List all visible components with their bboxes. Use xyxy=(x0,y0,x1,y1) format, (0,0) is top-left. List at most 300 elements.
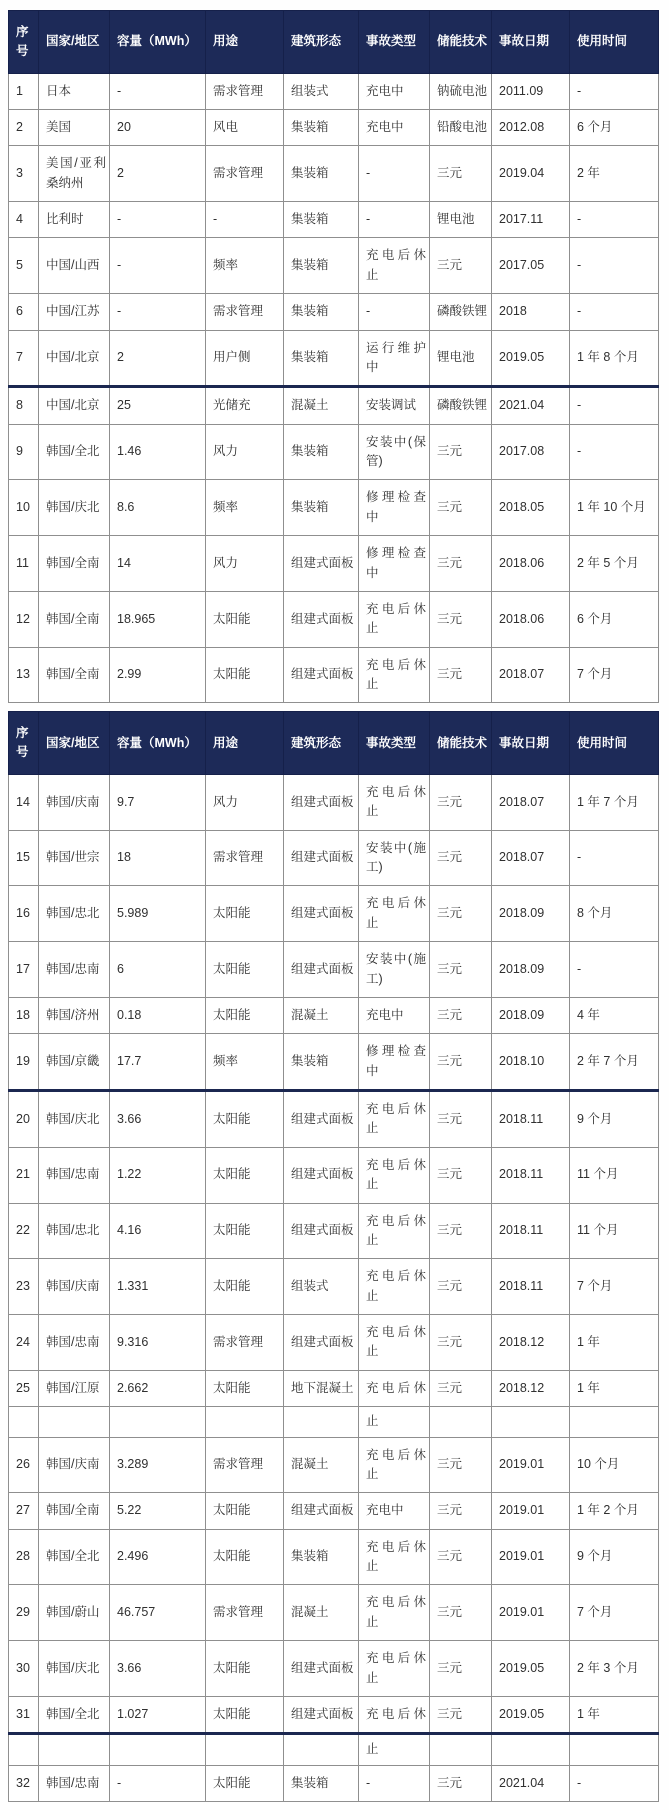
cell-region: 中国/山西 xyxy=(39,238,110,294)
cell-cap: 2 xyxy=(110,330,206,387)
cell-tech: 三元 xyxy=(430,774,492,830)
cell-region: 中国/江苏 xyxy=(39,294,110,330)
cell-cap: 17.7 xyxy=(110,1034,206,1091)
cell-no: 23 xyxy=(9,1259,39,1315)
cell-form xyxy=(284,1407,359,1437)
cell-tech: 三元 xyxy=(430,647,492,703)
cell-date: 2018.06 xyxy=(492,591,570,647)
cell-no: 19 xyxy=(9,1034,39,1091)
cell-tech: 三元 xyxy=(430,480,492,536)
cell-tech: 三元 xyxy=(430,997,492,1033)
cell-dur: - xyxy=(570,238,659,294)
cell-type: 止 xyxy=(359,1734,430,1765)
table-row xyxy=(9,997,659,1033)
cell-use: 太阳能 xyxy=(206,1696,284,1733)
cell-date: 2018.09 xyxy=(492,942,570,998)
cell-cap: 1.331 xyxy=(110,1259,206,1315)
cell-dur: 2 年 7 个月 xyxy=(570,1034,659,1091)
cell-type: 充电后休止 xyxy=(359,1091,430,1148)
col-header-cap: 容量（MWh） xyxy=(110,11,206,74)
cell-form: 集装箱 xyxy=(284,146,359,202)
cell-form: 集装箱 xyxy=(284,1529,359,1585)
cell-date: 2018.07 xyxy=(492,647,570,703)
cell-form: 组建式面板 xyxy=(284,1315,359,1371)
cell-tech: 磷酸铁锂 xyxy=(430,387,492,424)
table-row xyxy=(9,886,659,942)
cell-cap: 18.965 xyxy=(110,591,206,647)
cell-form: 组建式面板 xyxy=(284,774,359,830)
cell-use: 太阳能 xyxy=(206,1765,284,1801)
cell-cap: 1.22 xyxy=(110,1147,206,1203)
cell-tech: 三元 xyxy=(430,1493,492,1529)
cell-no: 6 xyxy=(9,294,39,330)
cell-region: 韩国/全北 xyxy=(39,1529,110,1585)
table-row xyxy=(9,1529,659,1585)
table-header xyxy=(9,712,659,775)
col-header-date: 事故日期 xyxy=(492,11,570,74)
cell-date: 2018.09 xyxy=(492,997,570,1033)
cell-cap: 3.66 xyxy=(110,1091,206,1148)
cell-type: 充电中 xyxy=(359,997,430,1033)
cell-form: 组建式面板 xyxy=(284,886,359,942)
table-body xyxy=(9,73,659,703)
cell-date: 2018 xyxy=(492,294,570,330)
cell-no: 21 xyxy=(9,1147,39,1203)
cell-form: 集装箱 xyxy=(284,202,359,238)
cell-cap: 2 xyxy=(110,146,206,202)
cell-tech: 三元 xyxy=(430,886,492,942)
cell-type: 安装调试 xyxy=(359,387,430,424)
section-gap xyxy=(8,703,658,711)
cell-form: 混凝土 xyxy=(284,997,359,1033)
cell-dur: 1 年 8 个月 xyxy=(570,330,659,387)
cell-form: 组建式面板 xyxy=(284,1091,359,1148)
cell-region: 韩国/全南 xyxy=(39,591,110,647)
cell-date: 2017.05 xyxy=(492,238,570,294)
cell-tech: 三元 xyxy=(430,1034,492,1091)
cell-form: 组建式面板 xyxy=(284,536,359,592)
cell-tech: 锂电池 xyxy=(430,202,492,238)
cell-cap: 8.6 xyxy=(110,480,206,536)
cell-tech: 三元 xyxy=(430,1696,492,1733)
cell-form: 组建式面板 xyxy=(284,830,359,886)
cell-use: 太阳能 xyxy=(206,1529,284,1585)
cell-no: 30 xyxy=(9,1641,39,1697)
table-row xyxy=(9,1437,659,1493)
cell-tech: 三元 xyxy=(430,1529,492,1585)
cell-form: 集装箱 xyxy=(284,1765,359,1801)
cell-tech: 三元 xyxy=(430,536,492,592)
cell-dur xyxy=(570,1407,659,1437)
cell-form: 集装箱 xyxy=(284,1034,359,1091)
cell-cap: 5.989 xyxy=(110,886,206,942)
cell-type: 充电后休止 xyxy=(359,774,430,830)
cell-region: 韩国/全南 xyxy=(39,536,110,592)
cell-type: 充电后休止 xyxy=(359,1585,430,1641)
cell-date: 2018.05 xyxy=(492,480,570,536)
cell-dur: 1 年 xyxy=(570,1370,659,1406)
cell-dur: 8 个月 xyxy=(570,886,659,942)
header-row xyxy=(9,11,659,74)
cell-no xyxy=(9,1734,39,1765)
cell-cap: 20 xyxy=(110,109,206,145)
cell-use: 频率 xyxy=(206,238,284,294)
cell-use: 太阳能 xyxy=(206,1147,284,1203)
cell-dur: - xyxy=(570,424,659,480)
cell-type: 充电后休 xyxy=(359,1370,430,1406)
cell-region: 韩国/忠南 xyxy=(39,1765,110,1801)
cell-date: 2018.12 xyxy=(492,1315,570,1371)
cell-date: 2019.01 xyxy=(492,1529,570,1585)
cell-no: 13 xyxy=(9,647,39,703)
cell-dur: - xyxy=(570,387,659,424)
cell-region: 韩国/蔚山 xyxy=(39,1585,110,1641)
cell-form: 集装箱 xyxy=(284,238,359,294)
cell-dur: 6 个月 xyxy=(570,109,659,145)
continuation-row xyxy=(9,1407,659,1437)
cell-region: 韩国/京畿 xyxy=(39,1034,110,1091)
table-row xyxy=(9,330,659,387)
cell-cap: 2.99 xyxy=(110,647,206,703)
cell-type: 充电后休止 xyxy=(359,1147,430,1203)
cell-dur: 2 年 3 个月 xyxy=(570,1641,659,1697)
cell-form: 组建式面板 xyxy=(284,1641,359,1697)
cell-type: 充电后休止 xyxy=(359,1437,430,1493)
cell-use: 频率 xyxy=(206,480,284,536)
cell-region: 韩国/忠北 xyxy=(39,886,110,942)
cell-form: 组建式面板 xyxy=(284,942,359,998)
cell-cap: 5.22 xyxy=(110,1493,206,1529)
cell-region xyxy=(39,1734,110,1765)
cell-cap xyxy=(110,1734,206,1765)
cell-region: 日本 xyxy=(39,73,110,109)
cell-dur: - xyxy=(570,294,659,330)
col-header-form: 建筑形态 xyxy=(284,11,359,74)
cell-type: 充电后休止 xyxy=(359,647,430,703)
table-body xyxy=(9,774,659,1801)
cell-type: 安装中(施工) xyxy=(359,830,430,886)
cell-dur: - xyxy=(570,942,659,998)
cell-form: 地下混凝土 xyxy=(284,1370,359,1406)
cell-form: 组建式面板 xyxy=(284,1696,359,1733)
cell-dur: 1 年 xyxy=(570,1315,659,1371)
cell-use: 风力 xyxy=(206,536,284,592)
cell-tech: 铅酸电池 xyxy=(430,109,492,145)
table-header xyxy=(9,11,659,74)
table-row xyxy=(9,1370,659,1406)
cell-form: 组建式面板 xyxy=(284,1493,359,1529)
cell-region: 韩国/忠南 xyxy=(39,942,110,998)
table-row xyxy=(9,591,659,647)
cell-region: 韩国/世宗 xyxy=(39,830,110,886)
cell-cap: - xyxy=(110,202,206,238)
table-row xyxy=(9,1147,659,1203)
cell-cap: 3.289 xyxy=(110,1437,206,1493)
cell-type: 充电中 xyxy=(359,109,430,145)
cell-no xyxy=(9,1407,39,1437)
cell-region: 中国/北京 xyxy=(39,330,110,387)
cell-dur: 7 个月 xyxy=(570,647,659,703)
cell-form: 组装式 xyxy=(284,73,359,109)
cell-use: 太阳能 xyxy=(206,1091,284,1148)
cell-cap: 18 xyxy=(110,830,206,886)
cell-dur: - xyxy=(570,73,659,109)
table-row xyxy=(9,1696,659,1733)
cell-date: 2018.11 xyxy=(492,1203,570,1259)
col-header-tech: 储能技术 xyxy=(430,712,492,775)
cell-date: 2018.09 xyxy=(492,886,570,942)
cell-cap: 0.18 xyxy=(110,997,206,1033)
cell-tech: 三元 xyxy=(430,1585,492,1641)
cell-dur: 2 年 xyxy=(570,146,659,202)
cell-form: 集装箱 xyxy=(284,480,359,536)
cell-use: 风力 xyxy=(206,424,284,480)
cell-region: 韩国/江原 xyxy=(39,1370,110,1406)
cell-date: 2019.05 xyxy=(492,330,570,387)
cell-dur: 10 个月 xyxy=(570,1437,659,1493)
cell-no: 8 xyxy=(9,387,39,424)
cell-dur: 1 年 xyxy=(570,1696,659,1733)
table-row xyxy=(9,294,659,330)
cell-no: 31 xyxy=(9,1696,39,1733)
cell-no: 22 xyxy=(9,1203,39,1259)
cell-type: - xyxy=(359,294,430,330)
table-row xyxy=(9,109,659,145)
cell-form: 组装式 xyxy=(284,1259,359,1315)
cell-dur: 7 个月 xyxy=(570,1259,659,1315)
cell-type: 充电后休止 xyxy=(359,238,430,294)
cell-no: 7 xyxy=(9,330,39,387)
cell-use: 风力 xyxy=(206,774,284,830)
cell-form: 集装箱 xyxy=(284,294,359,330)
cell-no: 9 xyxy=(9,424,39,480)
cell-region: 比利时 xyxy=(39,202,110,238)
cell-cap: 46.757 xyxy=(110,1585,206,1641)
cell-cap: 9.7 xyxy=(110,774,206,830)
cell-no: 15 xyxy=(9,830,39,886)
cell-date: 2017.11 xyxy=(492,202,570,238)
cell-date: 2019.05 xyxy=(492,1696,570,1733)
cell-use: 需求管理 xyxy=(206,146,284,202)
table-row xyxy=(9,1091,659,1148)
cell-cap xyxy=(110,1407,206,1437)
cell-no: 25 xyxy=(9,1370,39,1406)
cell-use: 太阳能 xyxy=(206,1641,284,1697)
cell-date: 2018.11 xyxy=(492,1091,570,1148)
col-header-use: 用途 xyxy=(206,11,284,74)
cell-region: 韩国/庆北 xyxy=(39,1091,110,1148)
cell-form: 组建式面板 xyxy=(284,647,359,703)
cell-date: 2018.10 xyxy=(492,1034,570,1091)
cell-type: 充电后休止 xyxy=(359,1641,430,1697)
incident-table-section-1 xyxy=(8,10,659,703)
cell-no: 14 xyxy=(9,774,39,830)
cell-use: 需求管理 xyxy=(206,73,284,109)
col-header-dur: 使用时间 xyxy=(570,11,659,74)
cell-use: 太阳能 xyxy=(206,1370,284,1406)
cell-tech: 三元 xyxy=(430,1315,492,1371)
cell-date: 2018.06 xyxy=(492,536,570,592)
cell-tech: 三元 xyxy=(430,146,492,202)
table-row xyxy=(9,1493,659,1529)
cell-date: 2019.05 xyxy=(492,1641,570,1697)
table-row xyxy=(9,73,659,109)
cell-dur xyxy=(570,1734,659,1765)
cell-tech: 三元 xyxy=(430,1370,492,1406)
col-header-type: 事故类型 xyxy=(359,11,430,74)
cell-type: 安装中(施工) xyxy=(359,942,430,998)
cell-date: 2019.01 xyxy=(492,1585,570,1641)
cell-tech: 三元 xyxy=(430,1437,492,1493)
cell-no: 24 xyxy=(9,1315,39,1371)
cell-type: 充电后休止 xyxy=(359,886,430,942)
cell-no: 10 xyxy=(9,480,39,536)
cell-use: 太阳能 xyxy=(206,647,284,703)
cell-use: 太阳能 xyxy=(206,942,284,998)
cell-type: 修理检查中 xyxy=(359,480,430,536)
cell-date: 2018.11 xyxy=(492,1147,570,1203)
cell-tech: 三元 xyxy=(430,238,492,294)
col-header-form: 建筑形态 xyxy=(284,712,359,775)
cell-use: 风电 xyxy=(206,109,284,145)
table-row xyxy=(9,1034,659,1091)
cell-tech: 钠硫电池 xyxy=(430,73,492,109)
table-row xyxy=(9,146,659,202)
cell-dur: 1 年 10 个月 xyxy=(570,480,659,536)
table-row xyxy=(9,1641,659,1697)
cell-region: 韩国/全北 xyxy=(39,424,110,480)
cell-dur: - xyxy=(570,830,659,886)
cell-region: 韩国/庆南 xyxy=(39,774,110,830)
cell-type: 修理检查中 xyxy=(359,1034,430,1091)
table-row xyxy=(9,1203,659,1259)
cell-form: 混凝土 xyxy=(284,1585,359,1641)
cell-no: 17 xyxy=(9,942,39,998)
cell-use: 太阳能 xyxy=(206,997,284,1033)
cell-form: 组建式面板 xyxy=(284,591,359,647)
cell-date: 2019.01 xyxy=(492,1437,570,1493)
cell-region: 美国/亚利桑纳州 xyxy=(39,146,110,202)
cell-no: 1 xyxy=(9,73,39,109)
cell-tech: 三元 xyxy=(430,830,492,886)
cell-no: 16 xyxy=(9,886,39,942)
cell-no: 26 xyxy=(9,1437,39,1493)
cell-use: 需求管理 xyxy=(206,1437,284,1493)
cell-type: 运行维护中 xyxy=(359,330,430,387)
header-row xyxy=(9,712,659,775)
cell-dur: 4 年 xyxy=(570,997,659,1033)
col-header-dur: 使用时间 xyxy=(570,712,659,775)
cell-use: 频率 xyxy=(206,1034,284,1091)
cell-use: 需求管理 xyxy=(206,1585,284,1641)
cell-date: 2018.12 xyxy=(492,1370,570,1406)
cell-tech: 三元 xyxy=(430,1203,492,1259)
cell-no: 18 xyxy=(9,997,39,1033)
cell-dur: 2 年 5 个月 xyxy=(570,536,659,592)
cell-use: 太阳能 xyxy=(206,1203,284,1259)
cell-cap: 4.16 xyxy=(110,1203,206,1259)
cell-tech xyxy=(430,1407,492,1437)
cell-date xyxy=(492,1407,570,1437)
cell-dur: 6 个月 xyxy=(570,591,659,647)
cell-date: 2021.04 xyxy=(492,387,570,424)
cell-form: 集装箱 xyxy=(284,424,359,480)
cell-use: 太阳能 xyxy=(206,591,284,647)
table-row xyxy=(9,1585,659,1641)
cell-tech: 三元 xyxy=(430,591,492,647)
cell-no: 5 xyxy=(9,238,39,294)
cell-form: 混凝土 xyxy=(284,387,359,424)
table-row xyxy=(9,830,659,886)
cell-form: 集装箱 xyxy=(284,109,359,145)
table-row xyxy=(9,238,659,294)
cell-form: 组建式面板 xyxy=(284,1203,359,1259)
col-header-tech: 储能技术 xyxy=(430,11,492,74)
cell-type: 充电后休止 xyxy=(359,1203,430,1259)
cell-date: 2019.01 xyxy=(492,1493,570,1529)
cell-region: 韩国/全北 xyxy=(39,1696,110,1733)
cell-cap: 1.027 xyxy=(110,1696,206,1733)
cell-use: 需求管理 xyxy=(206,1315,284,1371)
cell-no: 20 xyxy=(9,1091,39,1148)
cell-use: 需求管理 xyxy=(206,294,284,330)
cell-type: 充电后休止 xyxy=(359,1259,430,1315)
cell-type: 充电中 xyxy=(359,1493,430,1529)
cell-use: 需求管理 xyxy=(206,830,284,886)
cell-date: 2019.04 xyxy=(492,146,570,202)
cell-form: 集装箱 xyxy=(284,330,359,387)
cell-region: 韩国/济州 xyxy=(39,997,110,1033)
cell-use xyxy=(206,1734,284,1765)
cell-date: 2018.07 xyxy=(492,830,570,886)
table-row xyxy=(9,774,659,830)
cell-dur: 1 年 7 个月 xyxy=(570,774,659,830)
cell-type: 充电后休止 xyxy=(359,1315,430,1371)
table-row xyxy=(9,1315,659,1371)
cell-no: 28 xyxy=(9,1529,39,1585)
col-header-date: 事故日期 xyxy=(492,712,570,775)
cell-type: 充电后休止 xyxy=(359,1529,430,1585)
cell-region: 美国 xyxy=(39,109,110,145)
col-header-no: 序号 xyxy=(9,712,39,775)
cell-no: 32 xyxy=(9,1765,39,1801)
cell-tech: 三元 xyxy=(430,1147,492,1203)
cell-region: 韩国/全南 xyxy=(39,647,110,703)
table-row xyxy=(9,1765,659,1801)
cell-region: 韩国/全南 xyxy=(39,1493,110,1529)
cell-cap: 6 xyxy=(110,942,206,998)
cell-tech: 磷酸铁锂 xyxy=(430,294,492,330)
cell-dur: 1 年 2 个月 xyxy=(570,1493,659,1529)
cell-region: 韩国/庆南 xyxy=(39,1437,110,1493)
col-header-no: 序号 xyxy=(9,11,39,74)
cell-dur: 7 个月 xyxy=(570,1585,659,1641)
cell-use: 光储充 xyxy=(206,387,284,424)
cell-type: 修理检查中 xyxy=(359,536,430,592)
cell-date: 2017.08 xyxy=(492,424,570,480)
cell-cap: 2.662 xyxy=(110,1370,206,1406)
cell-dur: 9 个月 xyxy=(570,1091,659,1148)
cell-type: - xyxy=(359,146,430,202)
incident-table-section-2 xyxy=(8,711,659,1802)
cell-tech: 三元 xyxy=(430,1765,492,1801)
cell-type: - xyxy=(359,202,430,238)
cell-date xyxy=(492,1734,570,1765)
table-row xyxy=(9,480,659,536)
cell-region: 韩国/忠南 xyxy=(39,1147,110,1203)
cell-date: 2021.04 xyxy=(492,1765,570,1801)
cell-no: 27 xyxy=(9,1493,39,1529)
